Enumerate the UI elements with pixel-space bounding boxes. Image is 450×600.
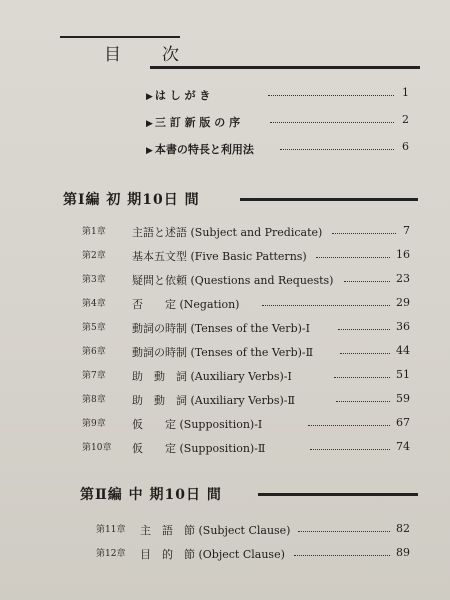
part-rule (258, 493, 418, 496)
leader-dots (268, 95, 394, 96)
chapter-title: 助 動 詞 (Auxiliary Verbs)-Ⅱ (132, 394, 295, 407)
chapter-page: 89 (396, 546, 410, 559)
leader-dots (338, 329, 390, 330)
triangle-bullet-icon: ▶ (146, 146, 153, 156)
leader-dots (262, 305, 390, 306)
leader-dots (308, 425, 390, 426)
leader-dots (336, 401, 390, 402)
chapter-number: 第1章 (82, 227, 106, 237)
chapter-row (0, 522, 450, 540)
chapter-row (0, 392, 450, 410)
chapter-title: 助 動 詞 (Auxiliary Verbs)-Ⅰ (132, 370, 292, 383)
chapter-row (0, 296, 450, 314)
leader-dots (294, 555, 390, 556)
chapter-title: 否 定 (Negation) (132, 298, 240, 311)
chapter-number: 第7章 (82, 371, 106, 381)
title-rule-bottom (150, 66, 420, 69)
chapter-page: 51 (396, 368, 410, 381)
chapter-number: 第12章 (96, 549, 126, 559)
chapter-number: 第4章 (82, 299, 106, 309)
toc-title-ji: 次 (162, 45, 179, 65)
leader-dots (340, 353, 390, 354)
chapter-title: 動詞の時制 (Tenses of the Verb)-Ⅰ (132, 322, 310, 335)
chapter-page: 82 (396, 522, 410, 535)
triangle-bullet-icon: ▶ (146, 92, 153, 102)
leader-dots (298, 531, 390, 532)
preface-label: 三 訂 新 版 の 序 (154, 116, 241, 129)
chapter-number: 第2章 (82, 251, 106, 261)
chapter-title: 基本五文型 (Five Basic Patterns) (132, 250, 307, 263)
chapter-number: 第5章 (82, 323, 106, 333)
chapter-page: 59 (396, 392, 410, 405)
chapter-number: 第6章 (82, 347, 106, 357)
preface-item-hashigaki (146, 87, 210, 103)
chapter-page: 23 (396, 272, 410, 285)
chapter-page: 67 (396, 416, 410, 429)
chapter-title: 主 語 節 (Subject Clause) (140, 524, 291, 537)
leader-dots (334, 377, 390, 378)
preface-label: は し が き (154, 89, 211, 102)
toc-title-me: 目 (104, 45, 123, 65)
part-heading: 第Ⅰ編 初 期10日 間 (63, 192, 200, 208)
triangle-bullet-icon: ▶ (146, 119, 153, 129)
preface-item-santei (146, 114, 240, 130)
preface-page: 6 (402, 140, 409, 153)
preface-page: 1 (402, 86, 409, 99)
chapter-page: 44 (396, 344, 410, 357)
leader-dots (344, 281, 390, 282)
chapter-page: 74 (396, 440, 410, 453)
chapter-page: 29 (396, 296, 410, 309)
chapter-number: 第10章 (82, 443, 112, 453)
chapter-number: 第3章 (82, 275, 106, 285)
chapter-row (0, 224, 450, 242)
preface-page: 2 (402, 113, 409, 126)
chapter-row (0, 416, 450, 434)
leader-dots (332, 233, 396, 234)
leader-dots (316, 257, 390, 258)
chapter-title: 目 的 節 (Object Clause) (140, 548, 285, 561)
part-rule (240, 198, 418, 201)
chapter-page: 7 (403, 224, 410, 237)
preface-label: 本書の特長と利用法 (154, 143, 254, 156)
chapter-row (0, 546, 450, 564)
chapter-row (0, 248, 450, 266)
chapter-row (0, 344, 450, 362)
chapter-title: 主語と述語 (Subject and Predicate) (132, 226, 323, 239)
chapter-number: 第9章 (82, 419, 106, 429)
title-rule-top (60, 36, 180, 38)
leader-dots (310, 449, 390, 450)
chapter-page: 36 (396, 320, 410, 333)
chapter-row (0, 272, 450, 290)
chapter-row (0, 320, 450, 338)
chapter-number: 第8章 (82, 395, 106, 405)
part-heading: 第Ⅱ編 中 期10日 間 (80, 487, 222, 503)
leader-dots (280, 149, 394, 150)
chapter-row (0, 368, 450, 386)
chapter-page: 16 (396, 248, 410, 261)
chapter-title: 疑問と依頼 (Questions and Requests) (132, 274, 334, 287)
chapter-title: 仮 定 (Supposition)-Ⅱ (132, 442, 266, 455)
chapter-title: 仮 定 (Supposition)-Ⅰ (132, 418, 263, 431)
leader-dots (270, 122, 394, 123)
chapter-number: 第11章 (96, 525, 126, 535)
preface-item-tokucho (146, 141, 254, 157)
chapter-row (0, 440, 450, 458)
chapter-title: 動詞の時制 (Tenses of the Verb)-Ⅱ (132, 346, 314, 359)
